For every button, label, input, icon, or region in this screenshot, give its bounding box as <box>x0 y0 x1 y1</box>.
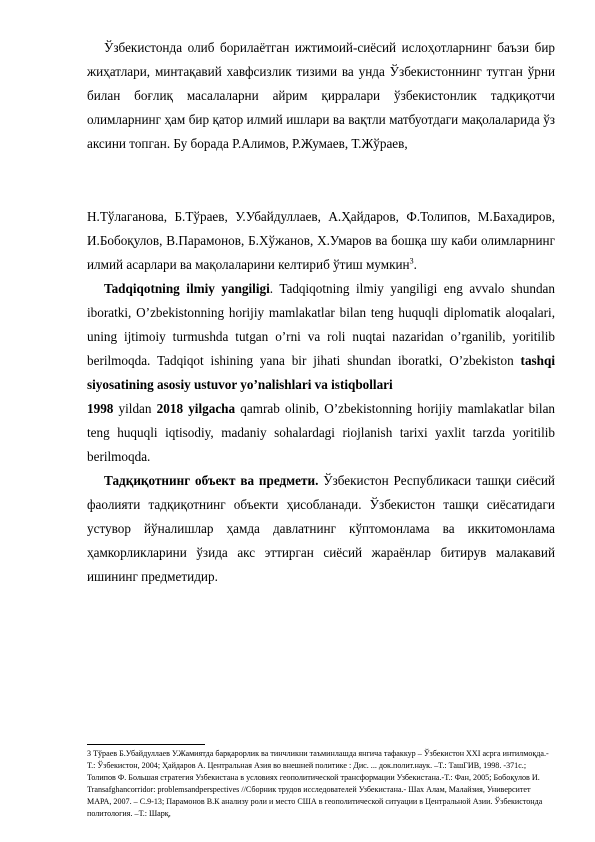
novelty-text: . Tadqiqotning ilmiy yangiligi eng avvalo shundan iboratki, O’zbekistonning horijiy mamlakatlar bilan teng huquqli diplomatik aloqalari, uning ijtimoiy turmushda tutgan o’rni va roli nuqtai nazaridan o’rganilib, yoritilib berilmoqda. Tadqiqot ishining yana bir jihati shundan iboratki, O’zbekiston <box>87 281 555 368</box>
year-start: 1998 <box>87 401 114 416</box>
paragraph-scientific-novelty <box>87 277 555 397</box>
footnote-3: 3 Тўраев Б.Убайдуллаев У.Жамиятда барқарорлик ва тинчликни таъминлашда янгича тафаккур – Ўзбекистон ХХI асрга интилмоқда.-Т.: Ўзбекистон, 2004; Ҳайдаров А. Центральная Азия во внешней политике : Дис. ... док.полит.наук. –Т.: ТашГИВ, 1998. -371с.; Толипов Ф. Большая стратегия Узбекистана в условиях геополитической трансформации Узбекистана.-Т.: Фан, 2005; Бобоқулов И. Transafghancorridor: problemsandperspectives //Сборник трудов исследователей Узбекистана.- Шах Алам, Малайзия, Университет МАРА, 2007. – С.9-13; Парамонов В.К анализу роли и место США в геополитической ситуации в Центральной Азии. Ўзбекистонда политология. –Т.: Шарқ, <box>87 749 549 818</box>
period-text-2: qamrab olinib, O’zbekistonning horijiy mamlakatlar bilan teng huquqli iqtisodiy, madaniy sohalardagi riojlanish tarixi yaxlit tarzda yoritilib berilmoqda. <box>87 401 556 464</box>
body-text-upper <box>87 36 555 156</box>
period-text-1: yildan <box>113 401 157 416</box>
paragraph-literature-review: Ўзбекистонда олиб борилаётган ижтимоий-сиёсий ислоҳотларнинг баъзи бир жиҳатлари, минтақавий хавфсизлик тизими ва унда Ўзбекистоннинг тутган ўрни билан боғлиқ масалаларни айрим қирралари ўзбекистонлик тадқиқотчи олимларнинг ҳам бир қатор илмий ишлари ва вақтли матбуотдаги мақолаларида ўз аксини топган. Бу борада Р.Алимов, Р.Жумаев, Т.Жўраев, <box>87 40 555 151</box>
novelty-heading: Tadqiqotning ilmiy yangiligi <box>104 281 270 296</box>
scholars-text: Н.Тўлаганова, Б.Тўраев, У.Убайдуллаев, А.Ҳайдаров, Ф.Толипов, М.Бахадиров, И.Бобоқулов, В.Парамонов, Б.Хўжанов, Х.Умаров ва бошқа шу каби олимларнинг илмий асарлари ва мақолаларини келтириб ўтиш мумкин <box>87 209 555 272</box>
paragraph-scholars-list <box>87 205 555 277</box>
footnote-reference: 3 <box>409 256 414 266</box>
object-subject-heading: Тадқиқотнинг объект ва предмети. <box>104 473 319 488</box>
body-text-main <box>87 205 555 589</box>
paragraph-period <box>87 397 555 469</box>
novelty-bold-phrase: tashqi siyosatining asosiy ustuvor yo’nalishlari va istiqbollari <box>87 353 555 392</box>
object-subject-text: Ўзбекистон Республикаси ташқи сиёсий фаолияти тадқиқотнинг объекти ҳисобланади. Ўзбекистон ташқи сиёсатидаги устувор йўналишлар ҳамда давлатнинг кўптомонлама ва иккитомонлама ҳамкорликларини ўзида акс эттирган сиёсий жараёнлар битирув малакавий ишининг предметидир. <box>87 473 555 584</box>
scholars-end: . <box>413 257 417 272</box>
year-end: 2018 yilgacha <box>156 401 236 416</box>
footnote-separator <box>87 744 205 745</box>
paragraph-object-subject <box>87 469 555 589</box>
